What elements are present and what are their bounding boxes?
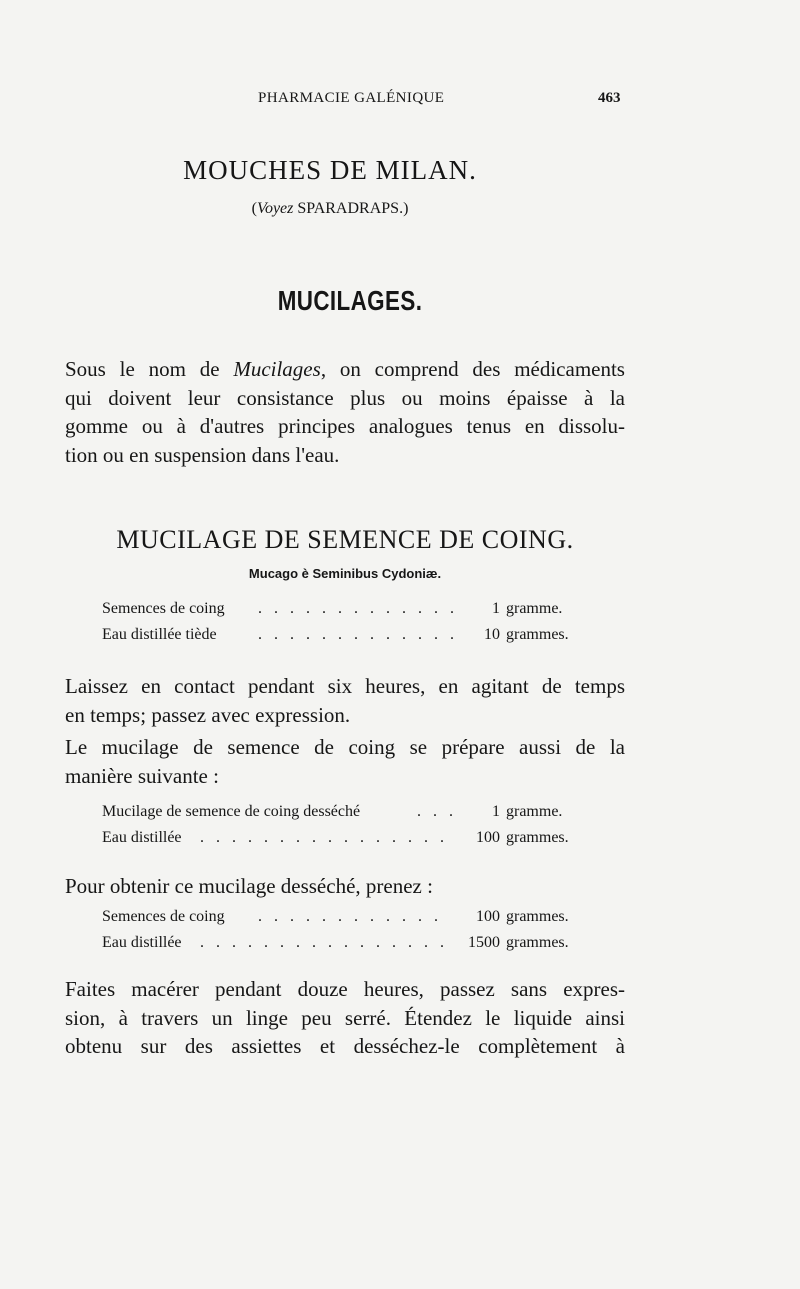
ingredient-qty: 1500 grammes. [468,934,569,951]
cross-reference-target: SPARADRAPS.) [297,200,409,217]
leader-dots: . . . . . . . . . . . . . [258,626,458,643]
leader-dots: . . . . . . . . . . . . . [258,600,458,617]
paragraph-4 [65,975,625,1061]
formula-row [102,908,602,934]
latin-name: Mucago è Seminibus Cydoniæ. [248,566,442,581]
running-head [0,90,800,110]
ingredient-qty: 1 gramme. [492,600,563,617]
leader-dots: . . . . . . . . . . . . [258,908,442,925]
para1-line-2: en temps; passez avec expression. [65,702,351,727]
formula-row [102,934,602,960]
heading-mucilage-coing: MUCILAGE DE SEMENCE DE COING. [116,525,574,554]
para4-line-2: sion, à travers un linge peu serré. Étendez le liquide ainsi [65,1005,625,1030]
intro-line-3: gomme ou à d'autres principes analogues tenus en dissolu- [65,414,625,438]
formula-row [102,803,602,829]
ingredient-qty: 100 grammes. [476,908,569,925]
intro-line-1: Sous le nom de Mucilages, on comprend des médicaments [65,357,625,381]
para4-line-3: obtenu sur des assiettes et desséchez-le complètement à [65,1034,625,1058]
para1-line-1: Laissez en contact pendant six heures, en agitant de temps [65,674,625,698]
para2-line-1: Le mucilage de semence de coing se prépare aussi de la [65,735,625,759]
ingredient-name: Eau distillée [102,829,182,846]
ingredient-name: Semences de coing [102,908,225,925]
heading-mucilages: MUCILAGES. [277,285,423,316]
ingredient-name: Semences de coing [102,600,225,617]
page-number: 463 [598,90,621,106]
ingredient-qty: 10 grammes. [484,626,569,643]
leader-dots: . . . . . . . . . . . . . . . . [200,829,448,846]
heading-mouches-de-milan: MOUCHES DE MILAN. [183,155,477,185]
running-head-title: PHARMACIE GALÉNIQUE [258,90,445,106]
leader-dots: . . . . . . . . . . . . . . . . [200,934,448,951]
formula-row [102,626,602,652]
formula-2 [102,803,602,855]
para2-line-2: manière suivante : [65,763,219,788]
paragraph-2 [65,733,625,790]
paragraph-3 [65,872,625,901]
ingredient-name: Eau distillée [102,934,182,951]
intro-line-4: tion ou en suspension dans l'eau. [65,442,340,467]
ingredient-name: Eau distillée tiède [102,626,217,643]
paragraph-1 [65,672,625,729]
cross-reference: (Voyez SPARADRAPS.) [251,200,409,217]
intro-paragraph [65,355,625,469]
leader-dots: . . . [417,803,457,820]
intro-term: Mucilages [233,357,321,381]
para3-line-1: Pour obtenir ce mucilage desséché, prenez : [65,874,433,898]
formula-3 [102,908,602,960]
formula-row [102,600,602,626]
para4-line-1: Faites macérer pendant douze heures, passez sans expres- [65,977,625,1001]
cross-reference-italic: Voyez [256,200,294,217]
formula-row [102,829,602,855]
ingredient-name: Mucilage de semence de coing desséché [102,803,361,820]
ingredient-qty: 100 grammes. [476,829,569,846]
intro-line-2: qui doivent leur consistance plus ou moins épaisse à la [65,385,625,410]
formula-1 [102,600,602,652]
ingredient-qty: 1 gramme. [492,803,563,820]
